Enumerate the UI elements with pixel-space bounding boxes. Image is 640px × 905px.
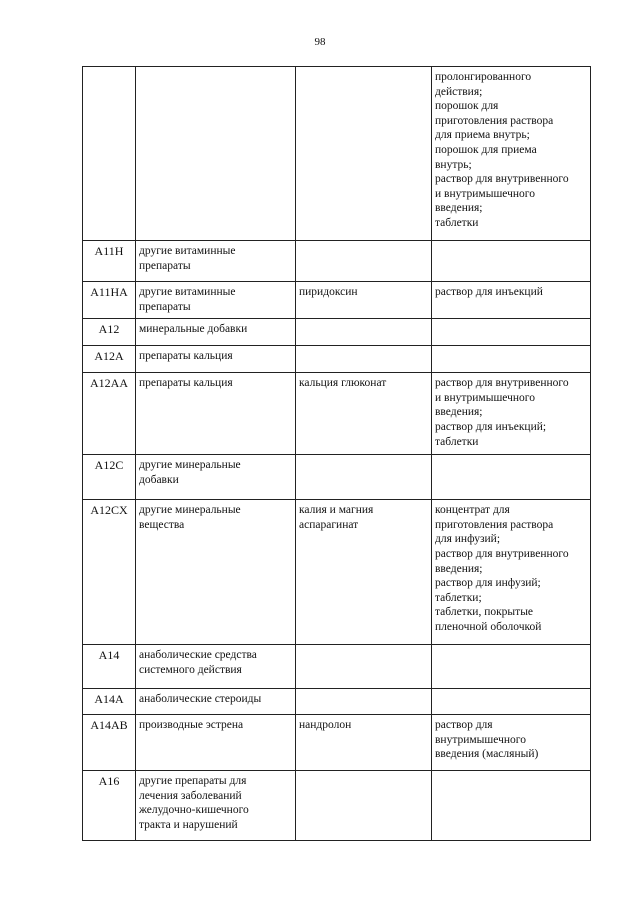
group-name-cell xyxy=(136,241,296,282)
dosage-forms-cell xyxy=(432,241,591,282)
table-row xyxy=(83,319,591,346)
substance-cell xyxy=(296,373,432,455)
group-name-cell xyxy=(136,455,296,500)
dosage-forms-line: для приема внутрь; xyxy=(435,129,530,142)
table-row xyxy=(83,455,591,500)
substance-cell xyxy=(296,689,432,715)
table-row xyxy=(83,67,591,241)
group-name-cell xyxy=(136,645,296,689)
group-name-cell xyxy=(136,715,296,771)
dosage-forms-line: раствор для внутривенного xyxy=(435,173,569,186)
table-row xyxy=(83,771,591,841)
dosage-forms-line: пролонгированного xyxy=(435,71,532,83)
group-name-line: желудочно-кишечного xyxy=(139,804,249,817)
group-name-line: вещества xyxy=(139,518,185,531)
dosage-forms-line: таблетки xyxy=(435,216,479,229)
dosage-forms-line: действия; xyxy=(435,85,483,98)
substance-cell xyxy=(296,455,432,500)
substance-line: аспарагинат xyxy=(299,518,359,531)
dosage-forms-line: введения; xyxy=(435,202,483,215)
group-name-line: лечения заболеваний xyxy=(139,789,242,802)
dosage-forms-line: внутрь; xyxy=(435,158,472,171)
group-name-cell xyxy=(136,67,296,241)
substance-cell xyxy=(296,67,432,241)
table-row xyxy=(83,500,591,645)
dosage-forms-cell xyxy=(432,455,591,500)
group-name-line: анаболические стероиды xyxy=(139,693,262,706)
atc-code-cell: A14 xyxy=(83,645,136,689)
table-row xyxy=(83,645,591,689)
group-name-cell xyxy=(136,319,296,346)
atc-code-cell: A12AA xyxy=(83,373,136,455)
dosage-forms-cell xyxy=(432,373,591,455)
dosage-forms-line: и внутримышечного xyxy=(435,187,535,200)
dosage-forms-line: и внутримышечного xyxy=(435,391,535,404)
group-name-cell xyxy=(136,346,296,373)
atc-code-cell: A12A xyxy=(83,346,136,373)
group-name-cell xyxy=(136,373,296,455)
group-name-line: другие минеральные xyxy=(139,504,241,517)
group-name-line: добавки xyxy=(139,473,179,486)
group-name-line: другие витаминные xyxy=(139,245,236,257)
substance-cell xyxy=(296,715,432,771)
dosage-forms-line: введения; xyxy=(435,562,483,575)
substance-line: пиридоксин xyxy=(299,286,358,298)
group-name-line: другие минеральные xyxy=(139,459,241,472)
table-row xyxy=(83,282,591,319)
substance-cell xyxy=(296,500,432,645)
dosage-forms-line: раствор для xyxy=(435,719,493,732)
dosage-forms-line: таблетки xyxy=(435,435,479,448)
substance-cell xyxy=(296,346,432,373)
substance-cell xyxy=(296,241,432,282)
dosage-forms-line: раствор для инфузий; xyxy=(435,577,541,590)
atc-code-cell: A14A xyxy=(83,689,136,715)
dosage-forms-cell xyxy=(432,282,591,319)
drug-classification-table xyxy=(82,66,591,841)
atc-code-cell: A12 xyxy=(83,319,136,346)
group-name-line: системного действия xyxy=(139,663,242,676)
dosage-forms-cell xyxy=(432,319,591,346)
dosage-forms-line: введения; xyxy=(435,406,483,419)
dosage-forms-line: порошок для xyxy=(435,100,499,113)
substance-cell xyxy=(296,771,432,841)
group-name-line: другие препараты для xyxy=(139,775,247,788)
group-name-line: тракта и нарушений xyxy=(139,818,238,831)
dosage-forms-line: раствор для внутривенного xyxy=(435,377,569,390)
atc-code-cell xyxy=(83,67,136,241)
group-name-line: препараты xyxy=(139,259,191,272)
group-name-cell xyxy=(136,771,296,841)
substance-line: калия и магния xyxy=(299,504,374,517)
dosage-forms-line: для инфузий; xyxy=(435,533,501,546)
table-row xyxy=(83,373,591,455)
dosage-forms-line: порошок для приема xyxy=(435,143,537,156)
table-row xyxy=(83,689,591,715)
dosage-forms-line: раствор для внутривенного xyxy=(435,547,569,560)
dosage-forms-line: раствор для инъекций; xyxy=(435,420,547,433)
page-number: 98 xyxy=(314,36,326,48)
dosage-forms-line: приготовления раствора xyxy=(435,114,554,127)
substance-line: кальция глюконат xyxy=(299,377,387,390)
substance-cell xyxy=(296,319,432,346)
group-name-line: препараты xyxy=(139,300,191,313)
atc-code-cell: A11H xyxy=(83,241,136,282)
group-name-line: анаболические средства xyxy=(139,649,257,662)
substance-cell xyxy=(296,645,432,689)
table-row xyxy=(83,241,591,282)
substance-line: нандролон xyxy=(299,719,352,732)
dosage-forms-cell xyxy=(432,500,591,645)
group-name-cell xyxy=(136,689,296,715)
dosage-forms-line: таблетки, покрытые xyxy=(435,606,534,619)
dosage-forms-line: раствор для инъекций xyxy=(435,286,543,298)
atc-code-cell: A12C xyxy=(83,455,136,500)
atc-code-cell: A12CX xyxy=(83,500,136,645)
dosage-forms-cell xyxy=(432,715,591,771)
table-row xyxy=(83,715,591,771)
dosage-forms-line: введения (масляный) xyxy=(435,748,539,761)
dosage-forms-line: концентрат для xyxy=(435,504,510,517)
table-row xyxy=(83,346,591,373)
atc-code-cell: A14AB xyxy=(83,715,136,771)
group-name-line: производные эстрена xyxy=(139,719,244,732)
dosage-forms-cell xyxy=(432,771,591,841)
group-name-line: препараты кальция xyxy=(139,350,233,363)
dosage-forms-cell xyxy=(432,346,591,373)
dosage-forms-cell xyxy=(432,645,591,689)
substance-cell xyxy=(296,282,432,319)
dosage-forms-line: приготовления раствора xyxy=(435,518,554,531)
group-name-cell xyxy=(136,500,296,645)
dosage-forms-cell xyxy=(432,689,591,715)
dosage-forms-cell xyxy=(432,67,591,241)
group-name-cell xyxy=(136,282,296,319)
atc-code-cell: A11HA xyxy=(83,282,136,319)
group-name-line: минеральные добавки xyxy=(139,323,248,336)
dosage-forms-line: внутримышечного xyxy=(435,733,526,746)
group-name-line: препараты кальция xyxy=(139,377,233,390)
group-name-line: другие витаминные xyxy=(139,286,236,298)
dosage-forms-line: пленочной оболочкой xyxy=(435,620,542,633)
dosage-forms-line: таблетки; xyxy=(435,591,482,604)
table-body xyxy=(83,67,591,841)
atc-code-cell: A16 xyxy=(83,771,136,841)
